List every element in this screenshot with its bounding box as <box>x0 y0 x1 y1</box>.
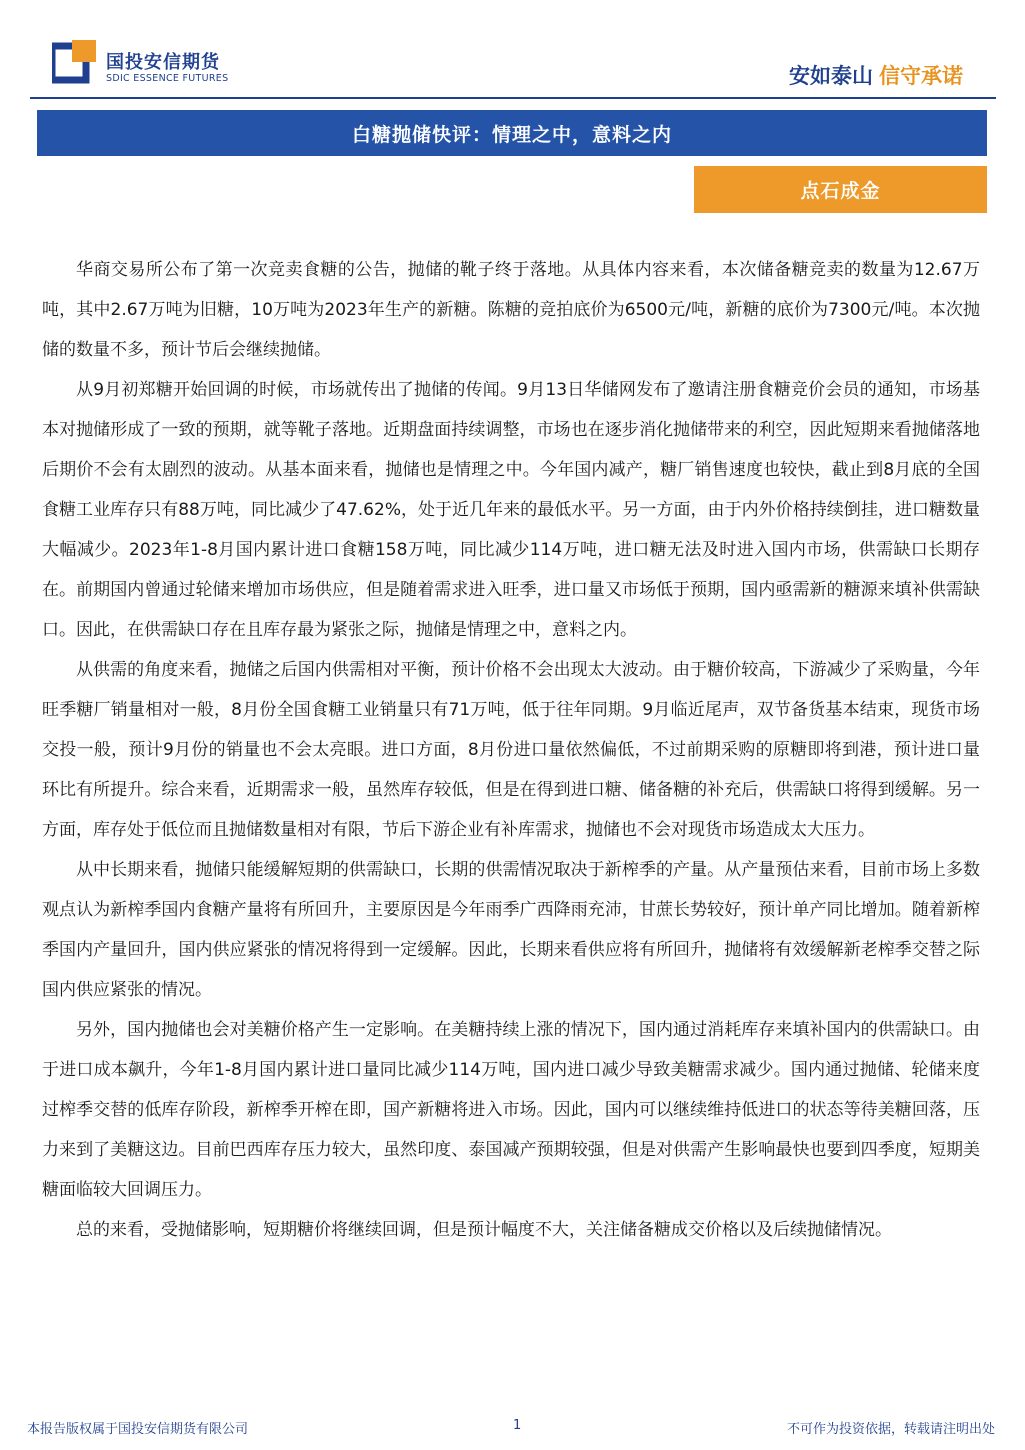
report-title: 白糖抛储快评：情理之中，意料之内 <box>37 110 987 156</box>
paragraph-5: 另外，国内抛储也会对美糖价格产生一定影响。在美糖持续上涨的情况下，国内通过消耗库存来填补国内的供需缺口。由于进口成本飙升，今年1-8月国内累计进口量同比减少114万吨，国内进口减少导致美糖需求减少。国内通过抛储、轮储来度过榨季交替的低库存阶段，新榨季开榨在即，国产新糖将进入市场。因此，国内可以继续维持低进口的状态等待美糖回落，压力来到了美糖这边。目前巴西库存压力较大，虽然印度、泰国减产预期较强，但是对供需产生影响最快也要到四季度，短期美糖面临较大回调压力。 <box>42 1020 980 1200</box>
report-body <box>42 250 980 1250</box>
footer-page-number: 1 <box>513 1418 522 1433</box>
slogan <box>789 60 963 90</box>
logo-text-en: SDIC ESSENCE FUTURES <box>106 73 229 84</box>
footer-disclaimer: 不可作为投资依据，转载请注明出处 <box>786 1422 995 1437</box>
logo-text-cn: 国投安信期货 <box>106 52 220 73</box>
paragraph-4: 从中长期来看，抛储只能缓解短期的供需缺口，长期的供需情况取决于新榨季的产量。从产量预估来看，目前市场上多数观点认为新榨季国内食糖产量将有所回升，主要原因是今年雨季广西降雨充沛，甘蔗长势较好，预计单产同比增加。随着新榨季国内产量回升，国内供应紧张的情况将得到一定缓解。因此，长期来看供应将有所回升，抛储将有效缓解新老榨季交替之际国内供应紧张的情况。 <box>42 860 980 1000</box>
company-logo-icon <box>52 40 96 86</box>
header-divider <box>30 97 996 99</box>
page-header <box>0 0 1025 100</box>
paragraph-6: 总的来看，受抛储影响，短期糖价将继续回调，但是预计幅度不大，关注储备糖成交价格以及后续抛储情况。 <box>76 1220 892 1240</box>
paragraph-1: 华商交易所公布了第一次竞卖食糖的公告，抛储的靴子终于落地。从具体内容来看，本次储备糖竞卖的数量为12.67万吨，其中2.67万吨为旧糖，10万吨为2023年生产的新糖。陈糖的竞拍底价为6500元/吨，新糖的底价为7300元/吨。本次抛储的数量不多，预计节后会继续抛储。 <box>42 260 980 360</box>
column-tag: 点石成金 <box>694 166 987 213</box>
footer-copyright: 本报告版权属于国投安信期货有限公司 <box>27 1422 249 1437</box>
slogan-part2: 信守承诺 <box>879 64 963 88</box>
paragraph-2: 从9月初郑糖开始回调的时候，市场就传出了抛储的传闻。9月13日华储网发布了邀请注册食糖竞价会员的通知，市场基本对抛储形成了一致的预期，就等靴子落地。近期盘面持续调整，市场也在逐步消化抛储带来的利空，因此短期来看抛储落地后期价不会有太剧烈的波动。从基本面来看，抛储也是情理之中。今年国内减产，糖厂销售速度也较快，截止到8月底的全国食糖工业库存只有88万吨，同比减少了47.62%，处于近几年来的最低水平。另一方面，由于内外价格持续倒挂，进口糖数量大幅减少。2023年1-8月国内累计进口食糖158万吨，同比减少114万吨，进口糖无法及时进入国内市场，供需缺口长期存在。前期国内曾通过轮储来增加市场供应，但是随着需求进入旺季，进口量又市场低于预期，国内亟需新的糖源来填补供需缺口。因此，在供需缺口存在且库存最为紧张之际，抛储是情理之中，意料之内。 <box>42 380 980 640</box>
slogan-part1: 安如泰山 <box>789 64 873 88</box>
paragraph-3: 从供需的角度来看，抛储之后国内供需相对平衡，预计价格不会出现太大波动。由于糖价较高，下游减少了采购量，今年旺季糖厂销量相对一般，8月份全国食糖工业销量只有71万吨，低于往年同期。9月临近尾声，双节备货基本结束，现货市场交投一般，预计9月份的销量也不会太亮眼。进口方面，8月份进口量依然偏低，不过前期采购的原糖即将到港，预计进口量环比有所提升。综合来看，近期需求一般，虽然库存较低，但是在得到进口糖、储备糖的补充后，供需缺口将得到缓解。另一方面，库存处于低位而且抛储数量相对有限，节后下游企业有补库需求，抛储也不会对现货市场造成太大压力。 <box>42 660 980 840</box>
